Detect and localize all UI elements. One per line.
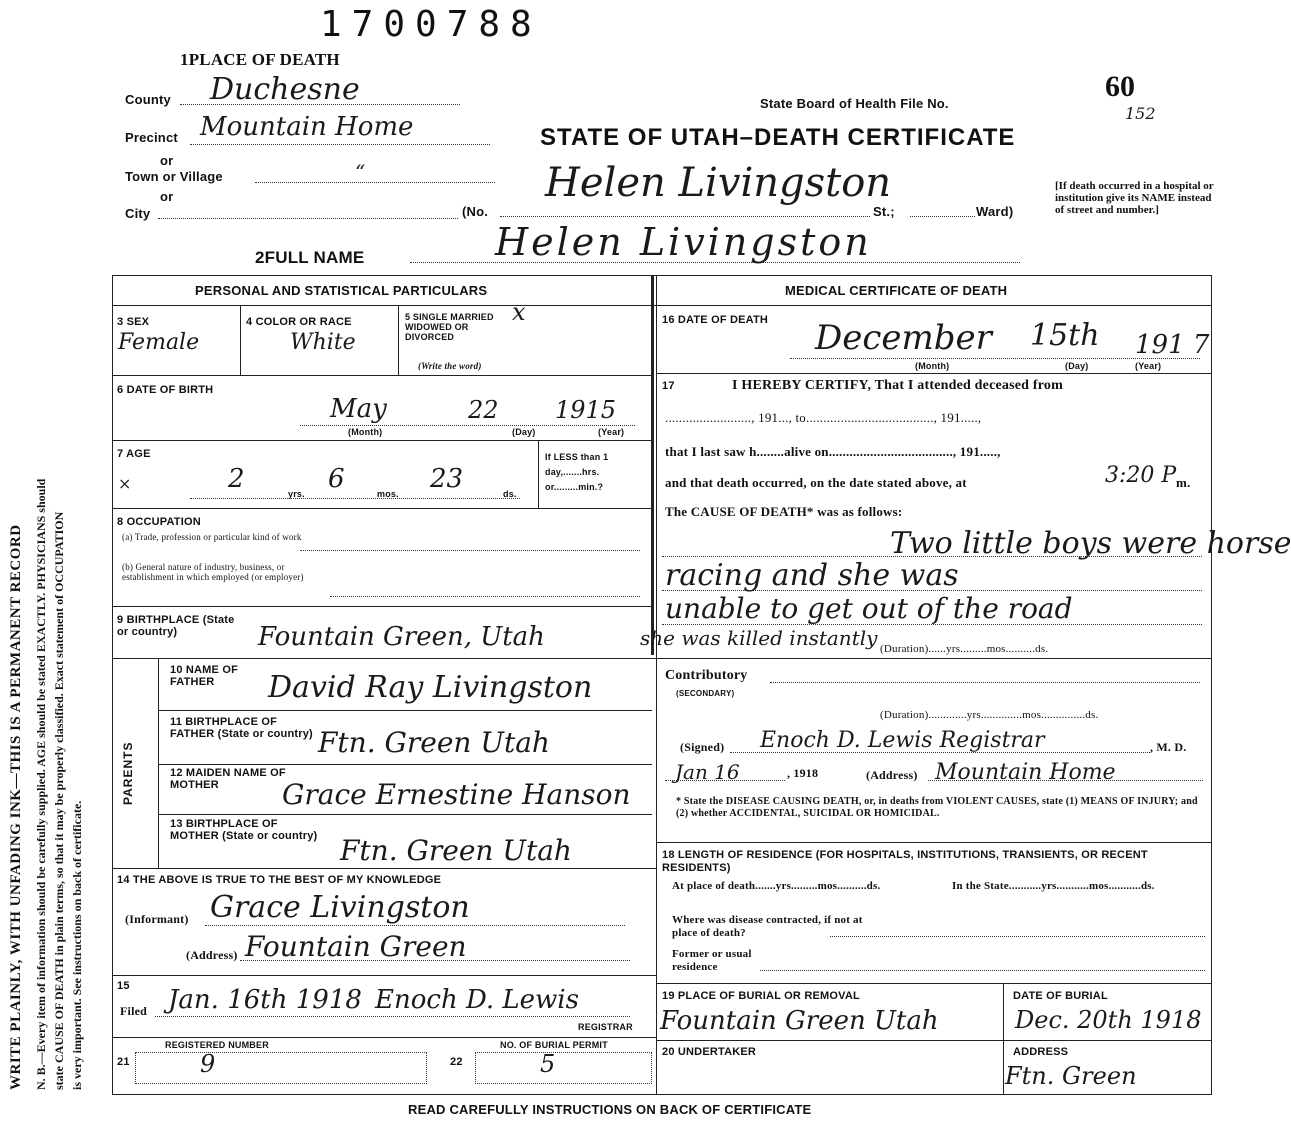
mother-value: Grace Ernestine Hanson [282,778,631,811]
marital-label: 5 SINGLE MARRIED WIDOWED OR DIVORCED [405,312,494,342]
street-line [500,216,870,217]
registrar-label: REGISTRAR [578,1022,633,1032]
medical-rule-3 [656,983,1212,984]
row-rule-10 [112,975,656,976]
city-label: City [125,206,151,221]
street-label: St.; [873,204,895,219]
md-label: , M. D. [1150,740,1187,754]
signed-label: (Signed) [680,740,725,754]
row-rule-11 [112,1037,656,1038]
mother-label: 12 MAIDEN NAME OF MOTHER [170,767,286,791]
duration-line-1: (Duration)......yrs.........mos..........ds. [880,643,1049,655]
signed-value: Enoch D. Lewis Registrar [760,728,1045,753]
marital-note: (Write the word) [418,361,482,371]
age-days: 23 [430,464,464,494]
age-tick-mark: × [118,474,132,493]
date-of-death-line [790,358,1200,359]
cause-of-death-label: The CAUSE OF DEATH* was as follows: [665,504,903,519]
county-label: County [125,92,171,107]
certificate-title: STATE OF UTAH–DEATH CERTIFICATE [540,124,1016,151]
cause-rule-1 [662,556,1202,557]
informant-address-value: Fountain Green [245,930,467,963]
file-number-alt: 152 [1125,104,1156,123]
dob-year-caption: (Year) [598,427,625,437]
occupation-a-line [300,550,640,551]
dob-label: 6 DATE OF BIRTH [117,384,214,396]
row-rule-3 [112,508,652,509]
medical-rule-1 [656,373,1212,374]
in-state-label: In the State...........yrs...........mos...........ds. [952,880,1155,892]
cause-line-2: racing and she was [665,558,959,593]
filed-line [155,1016,630,1017]
certificate-number: 1700788 [320,4,542,45]
dob-month: May [330,394,387,424]
date-of-death-year: 191 7 [1135,330,1210,360]
undertaker-label: 20 UNDERTAKER [662,1046,757,1058]
row-rule-9 [112,868,656,869]
birthplace-value: Fountain Green, Utah [258,622,545,652]
father-value: David Ray Livingston [268,670,593,705]
instructions-note-1: N. B.—Every item of information should be carefully supplied. AGE should be stated EXACTLY. PHYSICIANS should [34,478,48,1090]
cause-footnote: * State the DISEASE CAUSING DEATH, or, in deaths from VIOLENT CAUSES, state (1) MEANS OF INJURY; and (2) whether ACCIDENTAL, SUICIDAL OR HOMICIDAL. [676,796,1198,819]
filed-number: 15 [117,980,130,992]
signed-year: , 1918 [787,766,819,780]
county-value: Duchesne [210,72,360,107]
informant-label: (Informant) [125,912,189,926]
time-m-label: m. [1176,475,1191,490]
less-than-day-label: If LESS than 1 day,.......hrs. or.........min.? [545,452,609,492]
occupation-b-line [330,596,640,597]
cause-rule-2 [662,590,1202,591]
parents-divider [158,658,159,868]
instructions-note-2: state CAUSE OF DEATH in plain terms, so that it may be properly classified. Exact statement of OCCUPATION [52,511,66,1090]
certify-number: 17 [662,380,675,392]
registrar-signature: Enoch D. Lewis [375,985,579,1015]
dob-month-caption: (Month) [348,427,383,437]
signed-date-line [665,780,785,781]
color-divider [398,305,399,375]
column-divider-lower [656,655,657,1095]
ward-label: Ward) [976,204,1014,219]
contributory-line [770,682,1200,683]
row-rule-6 [158,710,652,711]
cause-line-3: unable to get out of the road [665,592,1073,625]
color-label: 4 COLOR OR RACE [246,316,352,328]
burial-permit-prefix: 22 [450,1056,463,1068]
form-right-border [1211,275,1212,1095]
former-residence-line [760,970,1205,971]
age-ds-label: ds. [503,489,517,499]
residence-label: 18 LENGTH OF RESIDENCE (FOR HOSPITALS, INSTITUTIONS, TRANSIENTS, OR RECENT RESIDENTS) [662,849,1148,874]
mother-birthplace-value: Ftn. Green Utah [340,834,572,867]
registered-number-value: 9 [200,1050,216,1078]
parents-label: PARENTS [121,741,135,805]
dod-year-caption: (Year) [1135,361,1162,371]
form-top-border [112,275,1212,276]
occupation-label: 8 OCCUPATION [117,516,201,528]
secondary-label: (SECONDARY) [676,689,735,698]
or-label-1: or [160,153,174,168]
burial-permit-label: NO. OF BURIAL PERMIT [500,1040,608,1050]
sex-divider [240,305,241,375]
dob-day-caption: (Day) [512,427,536,437]
town-line [255,182,495,183]
burial-place-value: Fountain Green Utah [660,1006,939,1036]
birthplace-label: 9 BIRTHPLACE (State or country) [117,614,235,638]
where-contracted-label: Where was disease contracted, if not at place of death? [672,914,863,939]
registered-number-box [135,1052,427,1084]
attendance-dates-line: ........................., 191..., to....................................., 191....., [665,410,982,425]
burial-place-label: 19 PLACE OF BURIAL OR REMOVAL [662,990,860,1002]
precinct-line [190,144,490,145]
burial-date-label: DATE OF BURIAL [1013,990,1108,1002]
at-place-label: At place of death.......yrs.........mos..........ds. [672,880,881,892]
dob-year: 1915 [555,396,617,424]
column-divider [651,275,654,655]
signed-address-label: (Address) [866,768,918,782]
row-rule-2 [112,440,652,441]
last-saw-line: that I last saw h........alive on...................................., 191....., [665,444,1001,459]
personal-heading: PERSONAL AND STATISTICAL PARTICULARS [195,283,488,298]
burial-divider [1003,983,1004,1094]
father-label: 10 NAME OF FATHER [170,664,239,688]
full-name-value: Helen Livingston [495,220,872,264]
contributory-label: Contributory [665,668,748,683]
undertaker-address-value: Ftn. Green [1005,1062,1137,1090]
father-birthplace-label: 11 BIRTHPLACE OF FATHER (State or country) [170,716,313,740]
burial-permit-box [475,1052,652,1084]
age-months: 6 [328,464,345,494]
filed-label: Filed [120,1004,147,1018]
signed-date: Jan 16 [675,760,740,784]
row-rule-1 [112,375,652,376]
form-bottom-border [112,1094,1212,1095]
informant-address-label: (Address) [186,948,238,962]
dob-day: 22 [468,396,499,424]
place-of-death-label: 1PLACE OF DEATH [180,50,340,69]
name-over-address: Helen Livingston [545,160,892,206]
full-name-label: 2FULL NAME [255,248,365,267]
ward-line [910,216,975,217]
age-divider [538,440,539,508]
dod-day-caption: (Day) [1065,361,1089,371]
registered-number-prefix: 21 [117,1056,130,1068]
burial-date-value: Dec. 20th 1918 [1015,1006,1202,1034]
informant-line [205,925,625,926]
dod-month-caption: (Month) [915,361,950,371]
cause-rule-3 [662,624,1202,625]
sex-label: 3 SEX [117,316,150,328]
marital-mark: x [512,298,526,326]
occupation-b-label: (b) General nature of industry, business, or establishment in which employed (or employer) [122,562,304,582]
informant-address-line [240,960,630,961]
date-of-death-month: December [815,318,992,358]
row-rule-8 [158,814,652,815]
where-contracted-line [830,936,1205,937]
sex-value: Female [118,330,200,355]
permanent-record-warning: WRITE PLAINLY, WITH UNFADING INK—THIS IS A PERMANENT RECORD [8,524,24,1090]
street-number-label: (No. [462,204,489,219]
town-label: Town or Village [125,169,223,184]
file-number: 60 [1105,70,1135,103]
date-of-death-day: 15th [1030,318,1100,353]
mother-birthplace-label: 13 BIRTHPLACE OF MOTHER (State or country) [170,818,318,842]
town-value: “ [355,160,366,184]
medical-heading: MEDICAL CERTIFICATE OF DEATH [785,283,1008,298]
column-divider-2 [656,275,657,655]
informant-heading: 14 THE ABOVE IS TRUE TO THE BEST OF MY KNOWLEDGE [117,874,442,886]
row-rule-7 [158,764,652,765]
row-rule-5 [112,658,1212,659]
city-line [158,218,458,219]
death-occurred-line: and that death occurred, on the date stated above, at [665,475,967,490]
informant-value: Grace Livingston [210,890,470,925]
color-value: White [290,330,356,355]
age-mos-label: mos. [377,489,399,499]
father-birthplace-value: Ftn. Green Utah [318,726,550,759]
form-left-border [112,275,113,1095]
hospital-note: [If death occurred in a hospital or institution give its NAME instead of street and number.] [1055,180,1214,216]
certify-text: I HEREBY CERTIFY, That I attended deceased from [732,378,1063,393]
file-number-label: State Board of Health File No. [760,96,949,111]
age-years: 2 [228,464,245,494]
medical-rule-4 [656,1040,1212,1041]
age-yrs-label: yrs. [288,489,305,499]
burial-permit-value: 5 [540,1050,556,1078]
signed-line [730,752,1150,753]
medical-rule-2 [656,842,1212,843]
signed-address-value: Mountain Home [935,760,1116,785]
age-label: 7 AGE [117,448,151,460]
occupation-a-label: (a) Trade, profession or particular kind of work [122,532,302,542]
heading-rule [112,305,1212,306]
duration-line-2: (Duration).............yrs..............mos...............ds. [880,709,1099,721]
cause-line-1: Two little boys were horse [890,526,1291,561]
age-line [190,498,520,499]
former-residence-label: Former or usual residence [672,948,752,973]
footer-instructions: READ CAREFULLY INSTRUCTIONS ON BACK OF CERTIFICATE [408,1102,812,1117]
filed-date: Jan. 16th 1918 [168,985,362,1015]
or-label-2: or [160,189,174,204]
undertaker-address-label: ADDRESS [1013,1046,1069,1058]
signed-address-line [928,780,1203,781]
dob-line [300,425,635,426]
cause-line-4: she was killed instantly [640,626,878,650]
row-rule-4 [112,606,652,607]
precinct-value: Mountain Home [200,112,414,142]
time-of-death: 3:20 P [1105,463,1177,488]
registered-number-label: REGISTERED NUMBER [165,1040,269,1050]
date-of-death-label: 16 DATE OF DEATH [662,314,769,326]
precinct-label: Precinct [125,130,178,145]
instructions-note-3: is very important. See instructions on back of certificate. [70,800,84,1090]
